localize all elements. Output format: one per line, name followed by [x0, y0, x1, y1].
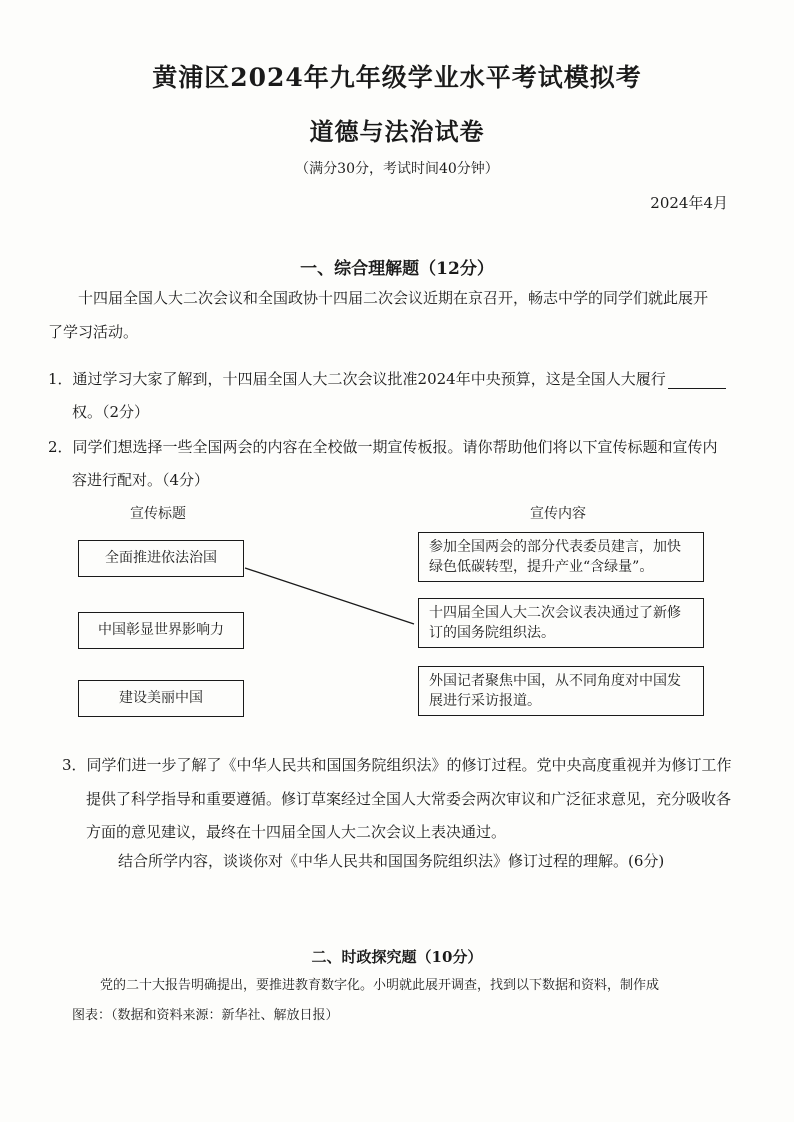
matching-content-box[interactable]: 参加全国两会的部分代表委员建言，加快绿色低碳转型，提升产业“含绿量”。	[418, 532, 704, 582]
subject-title: 道德与法治试卷	[309, 117, 485, 146]
question2-line2: 容进行配对。（4分）	[72, 471, 210, 489]
matching-title-box[interactable]: 中国彰显世界影响力	[78, 612, 244, 649]
question3-line3: 方面的意见建议，最终在十四届全国人大二次会议上表决通过。	[86, 823, 507, 841]
matching-content-box[interactable]: 外国记者聚焦中国，从不同角度对中国发展进行采访报道。	[418, 666, 704, 716]
matching-left-header: 宣传标题	[130, 506, 186, 522]
section1-heading: 一、综合理解题（12分）	[300, 259, 494, 279]
section2-heading: 二、时政探究题（10分）	[311, 948, 483, 966]
exam-title: 黄浦区2024年九年级学业水平考试模拟考	[152, 63, 642, 92]
question3-line2: 提供了科学指导和重要遵循。修订草案经过全国人大常委会两次审议和广泛征求意见，充分吸收各	[86, 790, 732, 808]
section1-intro-line1: 十四届全国人大二次会议和全国政协十四届二次会议近期在京召开，畅志中学的同学们就此展开	[78, 289, 709, 307]
question2-line1: 2．同学们想选择一些全国两会的内容在全校做一期宣传板报。请你帮助他们将以下宣传标题和宣传内	[48, 438, 718, 456]
section2-intro-line2: 图表：（数据和资料来源：新华社、解放日报）	[72, 1008, 339, 1023]
answer-blank[interactable]	[668, 372, 726, 389]
section1-intro-line2: 了学习活动。	[48, 323, 139, 341]
matching-right-header: 宣传内容	[530, 506, 586, 522]
matching-content-box[interactable]: 十四届全国人大二次会议表决通过了新修订的国务院组织法。	[418, 598, 704, 648]
question3-line1: 3．同学们进一步了解了《中华人民共和国国务院组织法》的修订过程。党中央高度重视并为修订工作	[62, 756, 732, 774]
exam-date: 2024年4月	[650, 194, 728, 212]
section2-intro-line1: 党的二十大报告明确提出，要推进教育数字化。小明就此展开调查，找到以下数据和资料，制作成	[100, 978, 660, 993]
matching-title-box[interactable]: 全面推进依法治国	[78, 540, 244, 577]
question1-text: 1．通过学习大家了解到，十四届全国人大二次会议批准2024年中央预算，这是全国人大履行	[48, 370, 666, 388]
question1-line1	[48, 369, 726, 389]
question3-prompt: 结合所学内容，谈谈你对《中华人民共和国国务院组织法》修订过程的理解。(6分)	[118, 852, 665, 870]
question1-line2: 权。（2分）	[72, 403, 150, 421]
exam-note: （满分30分，考试时间40分钟）	[295, 161, 499, 177]
matching-title-box[interactable]: 建设美丽中国	[78, 680, 244, 717]
